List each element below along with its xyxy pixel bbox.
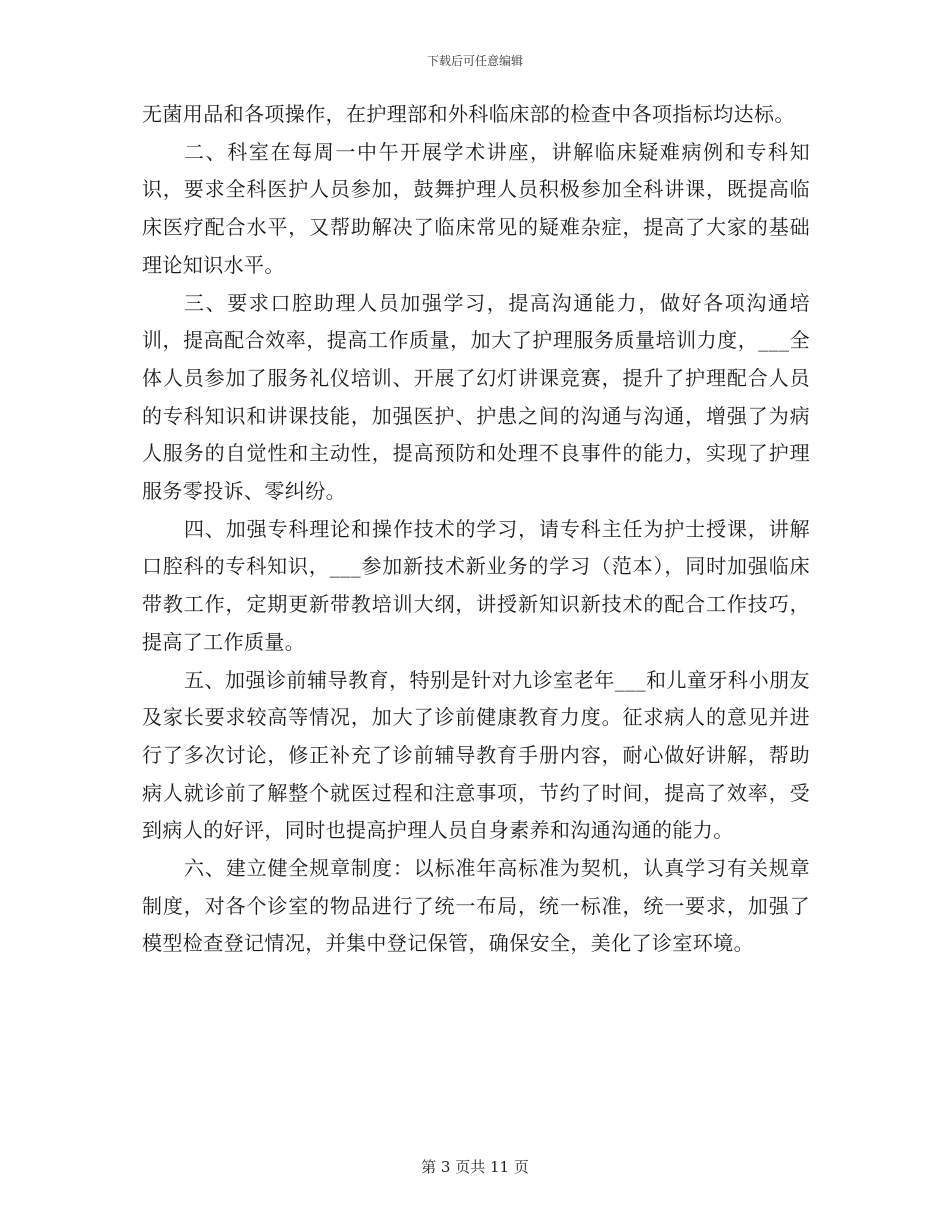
page-number: 第 3 页共 11 页 <box>421 1158 529 1176</box>
paragraph-continuation: 无菌用品和各项操作，在护理部和外科临床部的检查中各项指标均达标。 <box>142 102 795 126</box>
paragraph-section-2: 二、科室在每周一中午开展学术讲座，讲解临床疑难病例和专科知识，要求全科医护人员参加，鼓舞护理人员积极参加全科讲课，既提高临床医疗配合水平，又帮助解决了临床常见的疑难杂症，提高了大家的基础理论知识水平。 <box>142 139 810 277</box>
paragraph-section-4: 四、加强专科理论和操作技术的学习，请专科主任为护士授课，讲解口腔科的专科知识，___参加新技术新业务的学习（范本），同时加强临床带教工作，定期更新带教培训大纲，讲授新知识新技术的配合工作技巧，提高了工作质量。 <box>142 516 810 654</box>
paragraph-section-3: 三、要求口腔助理人员加强学习，提高沟通能力，做好各项沟通培训，提高配合效率，提高工作质量，加大了护理服务质量培训力度，___全体人员参加了服务礼仪培训、开展了幻灯讲课竞赛，提升了护理配合人员的专科知识和讲课技能，加强医护、护患之间的沟通与沟通，增强了为病人服务的自觉性和主动性，提高预防和处理不良事件的能力，实现了护理服务零投诉、零纠纷。 <box>142 290 810 504</box>
paragraph-section-5: 五、加强诊前辅导教育，特别是针对九诊室老年___和儿童牙科小朋友及家长要求较高等情况，加大了诊前健康教育力度。征求病人的意见并进行了多次讨论，修正补充了诊前辅导教育手册内容，耐心做好讲解，帮助病人就诊前了解整个就医过程和注意事项，节约了时间，提高了效率，受到病人的好评，同时也提高护理人员自身素养和沟通沟通的能力。 <box>142 667 810 843</box>
paragraph-section-6: 六、建立健全规章制度：以标准年高标准为契机，认真学习有关规章制度，对各个诊室的物品进行了统一布局，统一标准，统一要求，加强了模型检查登记情况，并集中登记保管，确保安全，美化了诊室环境。 <box>142 856 810 956</box>
page-header: 下载后可任意编辑 <box>426 54 523 68</box>
document-body <box>142 96 810 963</box>
